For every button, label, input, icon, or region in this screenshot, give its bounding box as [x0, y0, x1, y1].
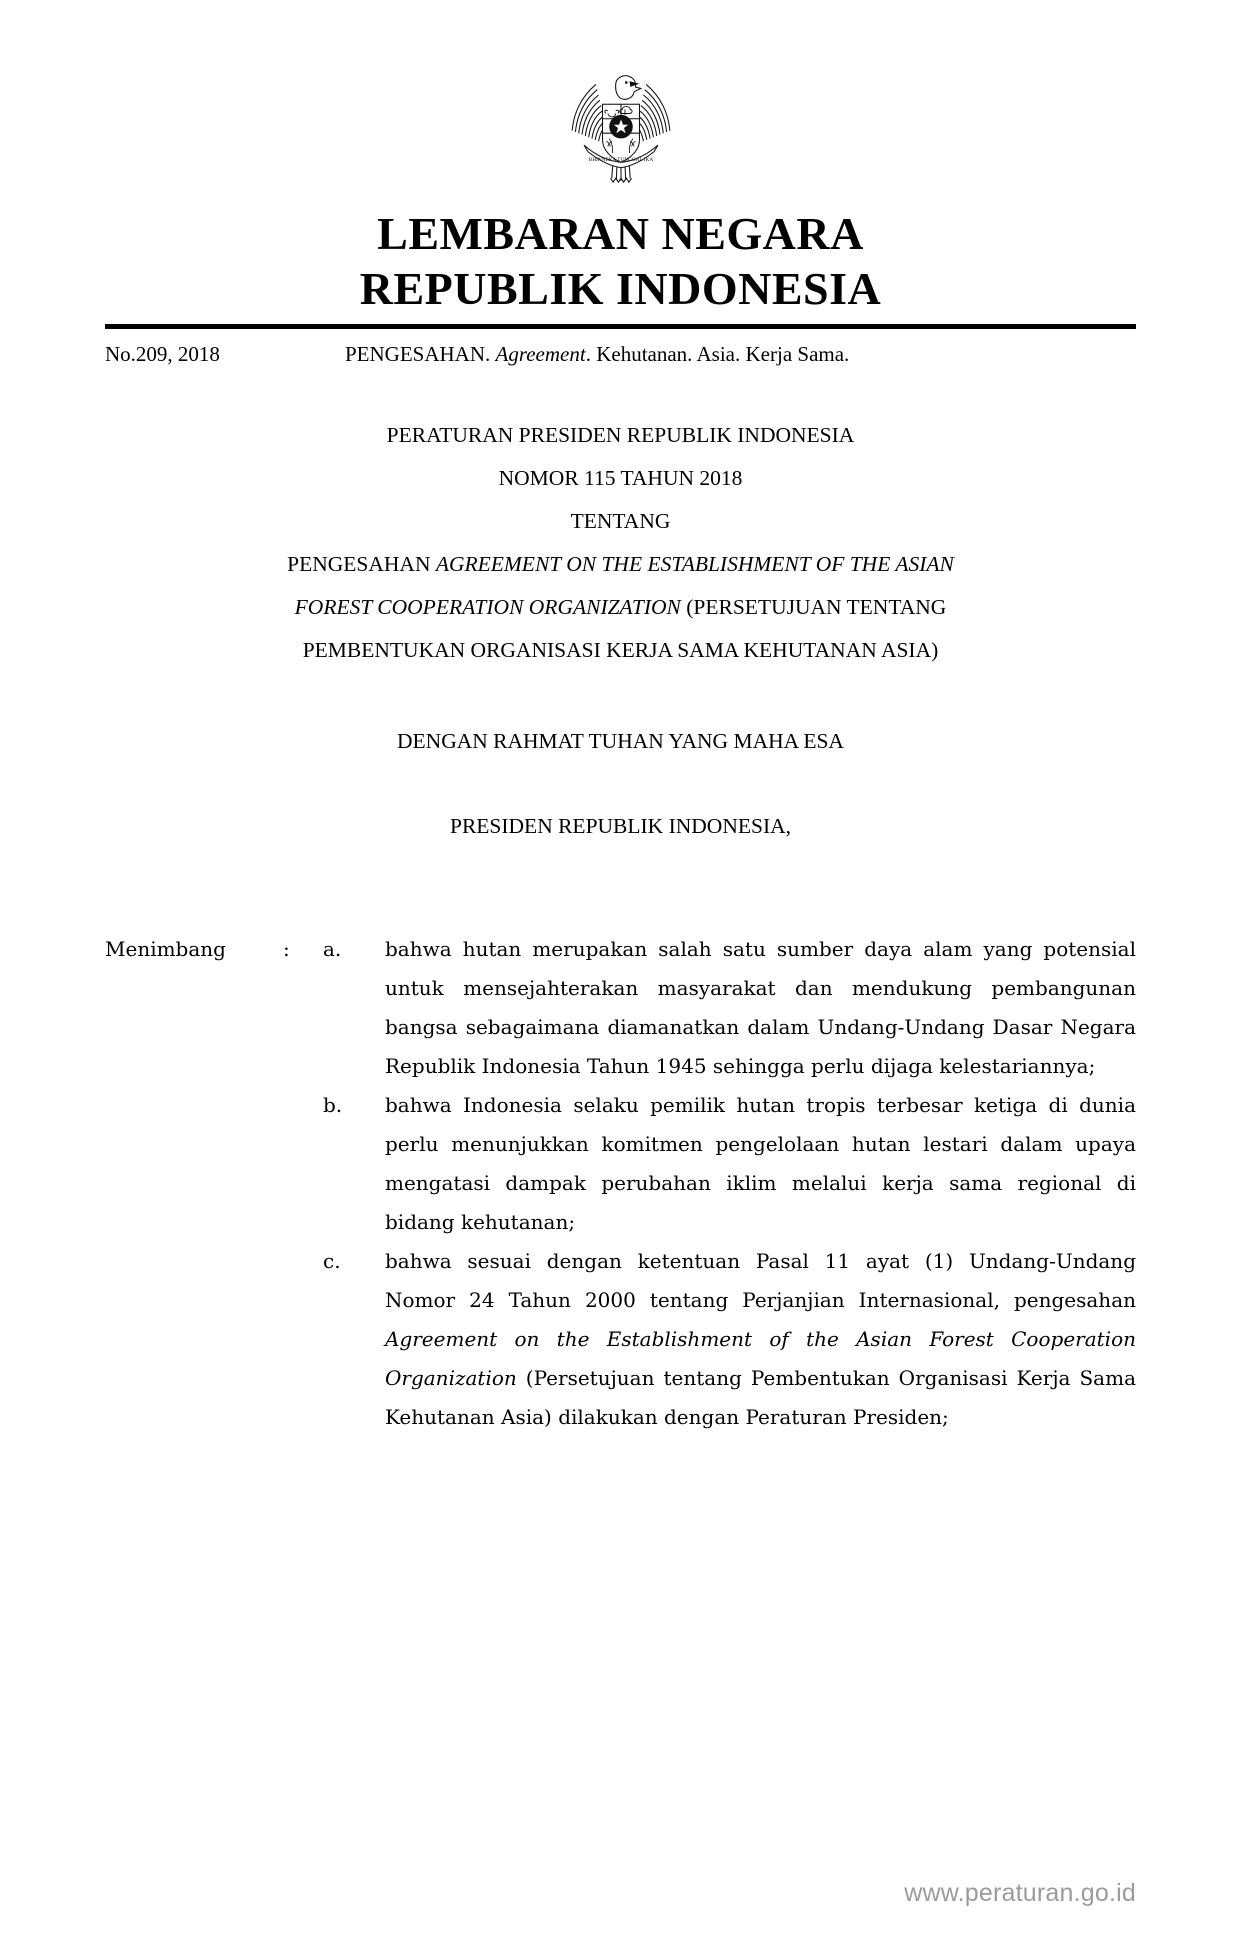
item-text-c [385, 1242, 1136, 1437]
title-line-5-suffix: (PERSETUJUAN TENTANG [680, 595, 947, 620]
title-line-5-italic: FOREST COOPERATION ORGANIZATION [294, 595, 681, 620]
considerations-label: Menimbang [105, 937, 226, 962]
svg-text:BHINNEKA TUNGGAL IKA: BHINNEKA TUNGGAL IKA [588, 157, 653, 163]
masthead [0, 206, 1241, 316]
emblem-container [0, 0, 1241, 194]
title-line-4-prefix: PENGESAHAN [287, 552, 436, 577]
item-marker-a: a. [323, 937, 342, 962]
header-divider-container [0, 324, 1241, 329]
item-text-a: bahwa hutan merupakan salah satu sumber daya alam yang potensial untuk mensejahterakan masyarakat dan mendukung pembangunan bangsa sebagaimana diamanatkan dalam Undang-Undang Dasar Negara Republik Indonesia Tahun 1945 sehingga perlu dijaga kelestariannya; [385, 937, 1136, 1079]
item-text-b: bahwa Indonesia selaku pemilik hutan tropis terbesar ketiga di dunia perlu menunjukkan komitmen pengelolaan hutan lestari dalam upaya mengatasi dampak perubahan iklim melalui kerja sama regional di bidang kehutanan; [385, 1093, 1136, 1235]
list-item [323, 930, 1136, 1086]
footer-watermark: www.peraturan.go.id [904, 1879, 1136, 1907]
gazette-number: No.209, 2018 [105, 342, 220, 367]
list-item [323, 1086, 1136, 1242]
subject-suffix: . Kehutanan. Asia. Kerja Sama. [585, 342, 850, 367]
invocation-line: DENGAN RAHMAT TUHAN YANG MAHA ESA [397, 729, 844, 754]
item-c-part-1: bahwa sesuai dengan ketentuan Pasal 11 ayat (1) Undang-Undang Nomor 24 Tahun 2000 tentang Perjanjian Internasional, pengesahan [385, 1249, 1136, 1313]
masthead-line-2: REPUBLIK INDONESIA [359, 263, 882, 315]
considerations-colon: : [283, 937, 290, 962]
title-line-6: PEMBENTUKAN ORGANISASI KERJA SAMA KEHUTANAN ASIA) [302, 638, 939, 663]
title-line-4-italic: AGREEMENT ON THE ESTABLISHMENT OF THE ASIAN [435, 552, 954, 577]
title-line-1: PERATURAN PRESIDEN REPUBLIK INDONESIA [386, 423, 855, 448]
considerations-section [0, 930, 1241, 1437]
subject-prefix: PENGESAHAN. [345, 342, 496, 367]
list-item [323, 1242, 1136, 1437]
title-line-4 [110, 543, 1131, 586]
item-marker-b: b. [323, 1093, 343, 1118]
title-line-3-tentang: TENTANG [570, 509, 671, 534]
subject-italic-term: Agreement [495, 342, 586, 367]
item-c-part-2: (Persetujuan tentang Pembentukan Organisasi Kerja Sama Kehutanan Asia) dilakukan dengan Peraturan Presiden; [385, 1366, 1136, 1430]
masthead-line-1: LEMBARAN NEGARA [377, 208, 864, 259]
considerations-row [105, 930, 1136, 1437]
considerations-items [323, 930, 1136, 1437]
item-marker-c: c. [323, 1249, 341, 1274]
title-line-5 [110, 586, 1131, 629]
gazette-meta-row [0, 340, 1241, 370]
garuda-pancasila-emblem [555, 62, 687, 194]
regulation-title-block [0, 414, 1241, 672]
item-c-italic-agreement-title: Agreement on the Establishment of the Asian Forest Cooperation Organization [385, 1327, 1136, 1391]
header-divider [105, 324, 1136, 329]
gazette-subject-keywords [345, 340, 1136, 370]
president-line: PRESIDEN REPUBLIK INDONESIA, [449, 814, 792, 839]
title-line-2-number: NOMOR 115 TAHUN 2018 [498, 466, 743, 491]
